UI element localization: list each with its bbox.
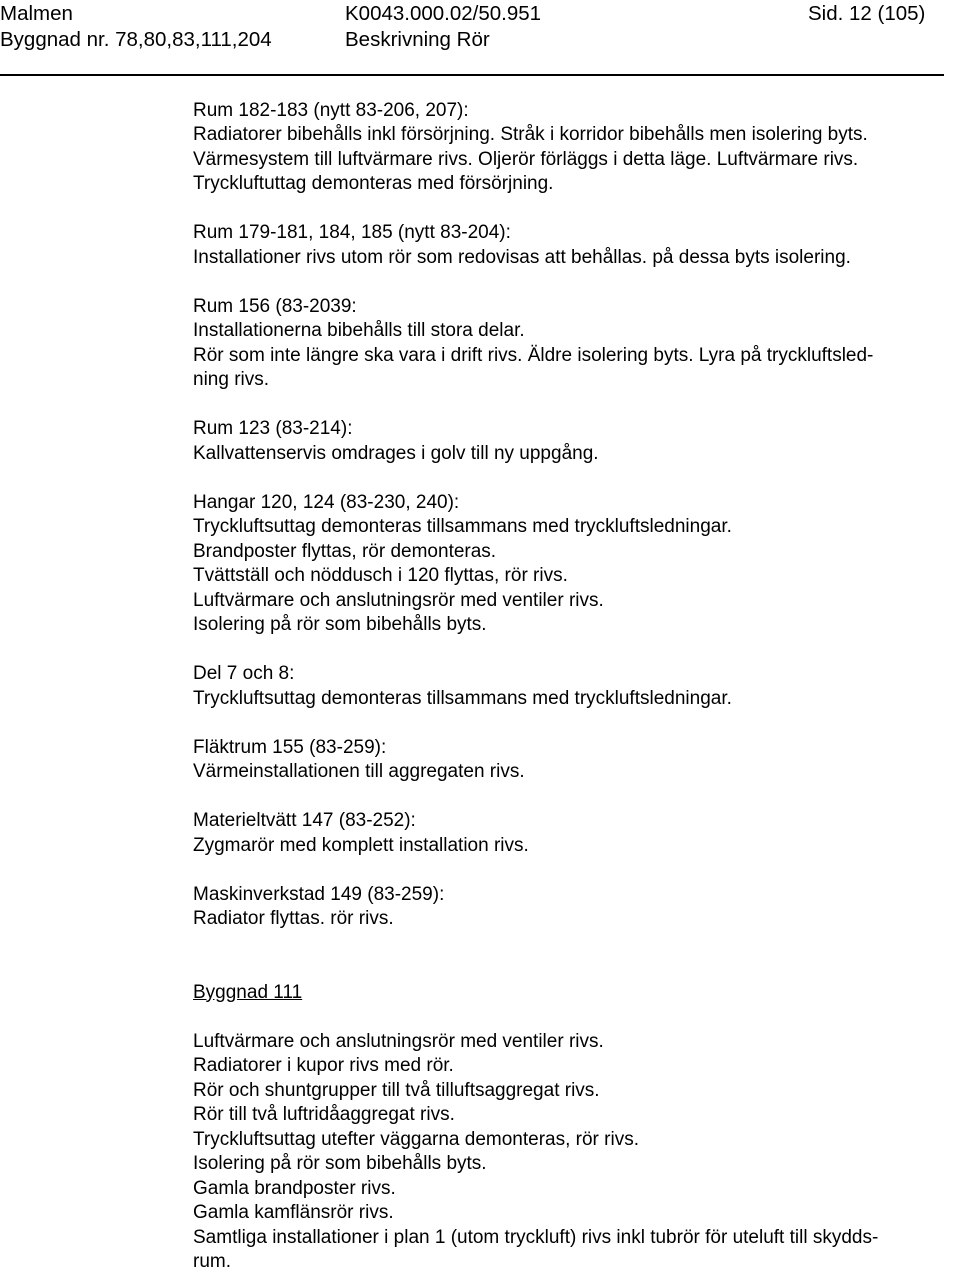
section-line: Brandposter flyttas, rör demonteras.: [193, 540, 497, 562]
section-maskinverkstad-149: [193, 883, 945, 932]
section-line: ning rivs.: [193, 369, 270, 390]
document-body: [193, 74, 945, 1275]
section-heading: Rum 179-181, 184, 185 (nytt 83-204):: [193, 222, 511, 243]
building-line: rum.: [193, 1251, 231, 1272]
section-line: Tvättställ och nöddusch i 120 flyttas, rör rivs.: [193, 565, 568, 586]
section-heading: Rum 182-183 (nytt 83-206, 207):: [193, 99, 469, 121]
section-heading: Hangar 120, 124 (83-230, 240):: [193, 491, 460, 513]
section-flaktrum-155: [193, 736, 945, 785]
section-heading: Materieltvätt 147 (83-252):: [193, 810, 416, 831]
header-org: Malmen: [0, 2, 73, 25]
building-line: Luftvärmare och anslutningsrör med ventiler rivs.: [193, 1030, 604, 1052]
section-line: Luftvärmare och anslutningsrör med ventiler rivs.: [193, 589, 604, 611]
section-line: Installationer rivs utom rör som redovisas att behållas. på dessa byts isolering.: [193, 246, 851, 268]
building-line: Rör och shuntgrupper till två tilluftsaggregat rivs.: [193, 1079, 600, 1101]
section-line: Värmeinstallationen till aggregaten rivs.: [193, 761, 525, 782]
section-heading: Del 7 och 8:: [193, 663, 295, 684]
section-line: Kallvattenservis omdrages i golv till ny uppgång.: [193, 442, 599, 464]
header-building: Byggnad nr. 78,80,83,111,204: [0, 28, 272, 51]
section-hangar-120-124: [193, 491, 945, 638]
section-line: Värmesystem till luftvärmare rivs. Oljerör förläggs i detta läge. Luftvärmare rivs.: [193, 148, 859, 170]
building-line: Isolering på rör som bibehålls byts.: [193, 1153, 487, 1174]
header-doc-number: K0043.000.02/50.951: [345, 2, 542, 25]
section-heading: Maskinverkstad 149 (83-259):: [193, 883, 445, 905]
building-line: Gamla brandposter rivs.: [193, 1177, 396, 1199]
section-line: Isolering på rör som bibehålls byts.: [193, 614, 487, 635]
section-rum-179-181: [193, 221, 945, 270]
section-line: Rör som inte längre ska vara i drift rivs. Äldre isolering byts. Lyra på tryckluftsled-: [193, 344, 874, 366]
building-line: Gamla kamflänsrör rivs.: [193, 1202, 394, 1223]
section-line: Tryckluftsuttag demonteras tillsammans med tryckluftsledningar.: [193, 687, 732, 709]
section-rum-182-183: [193, 99, 945, 197]
section-heading: Fläktrum 155 (83-259):: [193, 736, 387, 758]
section-line: Radiatorer bibehålls inkl försörjning. Stråk i korridor bibehålls men isolering byts.: [193, 124, 868, 145]
section-byggnad-111: [193, 981, 945, 1275]
section-line: Radiator flyttas. rör rivs.: [193, 908, 394, 929]
section-line: Zygmarör med komplett installation rivs.: [193, 834, 529, 856]
building-heading: Byggnad 111: [193, 981, 303, 1003]
building-line: Rör till två luftridåaggregat rivs.: [193, 1104, 455, 1125]
section-line: Tryckluftsuttag demonteras tillsammans med tryckluftsledningar.: [193, 516, 732, 537]
section-heading: Rum 123 (83-214):: [193, 418, 353, 439]
section-line: Tryckluftuttag demonteras med försörjning.: [193, 173, 554, 194]
section-materieltvatt-147: [193, 809, 945, 858]
header-page-number: Sid. 12 (105): [808, 2, 926, 25]
section-rum-123: [193, 417, 945, 466]
section-rum-156: [193, 295, 945, 393]
header-doc-title: Beskrivning Rör: [345, 28, 490, 51]
building-line: Tryckluftsuttag utefter väggarna demonteras, rör rivs.: [193, 1128, 639, 1150]
building-line: Radiatorer i kupor rivs med rör.: [193, 1055, 454, 1076]
section-line: Installationerna bibehålls till stora delar.: [193, 320, 525, 341]
building-line: Samtliga installationer i plan 1 (utom tryckluft) rivs inkl tubrör för uteluft till skydds-: [193, 1226, 879, 1248]
section-del-7-8: [193, 662, 945, 711]
section-heading: Rum 156 (83-2039:: [193, 295, 357, 317]
